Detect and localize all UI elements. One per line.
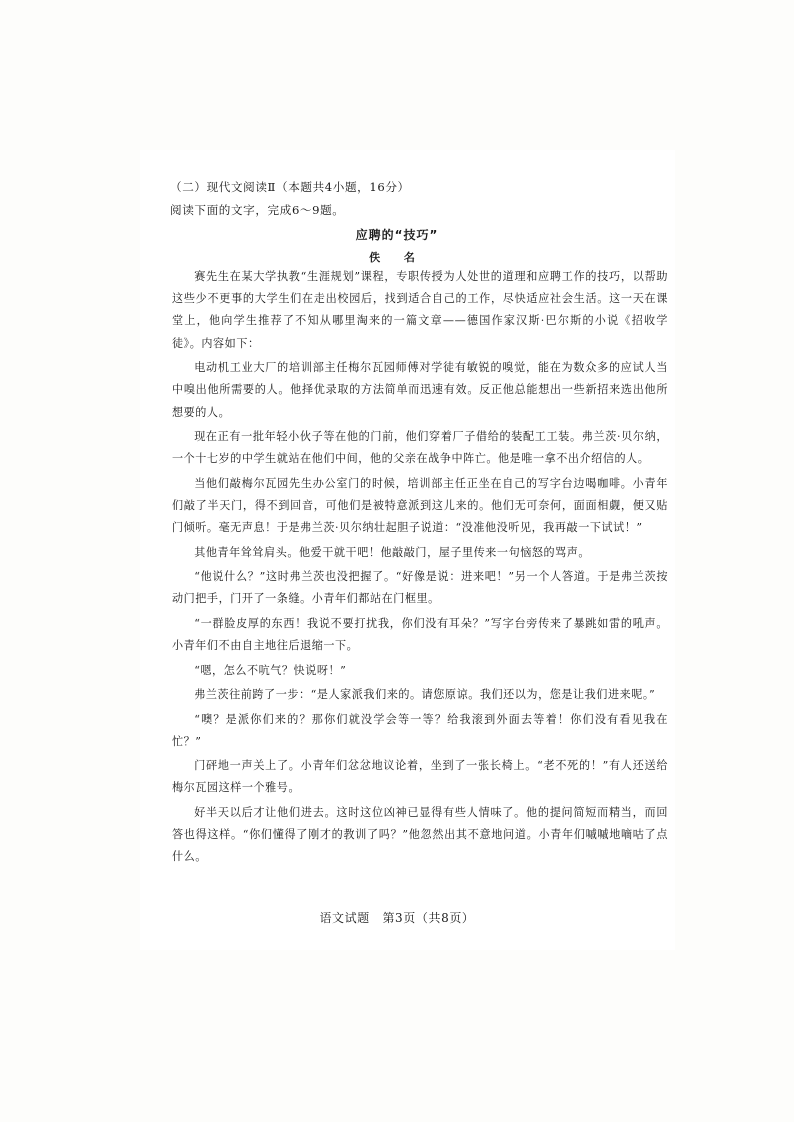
paragraph: 当他们敲梅尔瓦园先生办公室门的时候，培训部主任正坐在自己的写字台边喝咖啡。小青年们敲了半天门，得不到回音，可他们是被特意派到这儿来的。他们无可奈何，面面相觑，便又贴门倾听。毫无声息！于是弗兰茨·贝尔纳壮起胆子说道：“没准他没听见，我再敲一下试试！” [172, 476, 668, 535]
paragraph: 现在正有一批年轻小伙子等在他的门前，他们穿着厂子借给的装配工工装。弗兰茨·贝尔纳，一个十七岁的中学生就站在他们中间，他的父亲在战争中阵亡。他是唯一拿不出介绍信的人。 [172, 430, 668, 466]
section-heading: （二）现代文阅读Ⅱ（本题共4小题，16分） [170, 180, 410, 194]
reading-instruction: 阅读下面的文字，完成6～9题。 [170, 203, 345, 217]
paragraph: “噢？是派你们来的？那你们就没学会等一等？给我滚到外面去等着！你们没有看见我在忙？” [172, 712, 668, 748]
page-footer: 语文试题 第3页（共8页） [319, 911, 475, 925]
paragraph: “嗯，怎么不吭气？快说呀！” [194, 663, 347, 677]
paragraph: 门砰地一声关上了。小青年们忿忿地议论着，坐到了一张长椅上。“老不死的！”有人还送给梅尔瓦园这样一个雅号。 [172, 759, 668, 795]
paragraph: 其他青年耸耸肩头。他爱干就干吧！他敲敲门，屋子里传来一句恼怒的骂声。 [194, 545, 591, 559]
paragraph: “他说什么？”这时弗兰茨也没把握了。“好像是说：进来吧！”另一个人答道。于是弗兰茨按动门把手，门开了一条缝。小青年们都站在门框里。 [172, 570, 668, 606]
paragraph: “一群脸皮厚的东西！我说不要打扰我，你们没有耳朵？”写字台旁传来了暴跳如雷的吼声。小青年们不由自主地往后退缩一下。 [172, 616, 668, 653]
paragraph: 赛先生在某大学执教“生涯规划”课程，专职传授为人处世的道理和应聘工作的技巧，以帮助这些少不更事的大学生们在走出校园后，找到适合自己的工作，尽快适应社会生活。这一天在课堂上，他向学生推荐了不知从哪里淘来的一篇文章——德国作家汉斯·巴尔斯的小说《招收学徒》。内容如下： [172, 270, 668, 350]
article-author: 佚 名 [369, 251, 425, 264]
article-title: 应聘的“技巧” [355, 228, 439, 242]
paragraph: 弗兰茨往前跨了一步：“是人家派我们来的。请您原谅。我们还以为，您是让我们进来呢。” [194, 688, 656, 702]
article-body [172, 266, 668, 871]
paragraph: 好半天以后才让他们进去。这时这位凶神已显得有些人情味了。他的提问简短而精当，而回答也得这样。“你们懂得了刚才的教训了吗？”他忽然出其不意地问道。小青年们嘁嘁地嘀咕了点什么。 [172, 805, 668, 864]
paragraph: 电动机工业大厂的培训部主任梅尔瓦园师傅对学徒有敏锐的嗅觉，能在为数众多的应试人当中嗅出他所需要的人。他择优录取的方法简单而迅速有效。反正他总能想出一些新招来选出他所想要的人。 [172, 361, 668, 419]
